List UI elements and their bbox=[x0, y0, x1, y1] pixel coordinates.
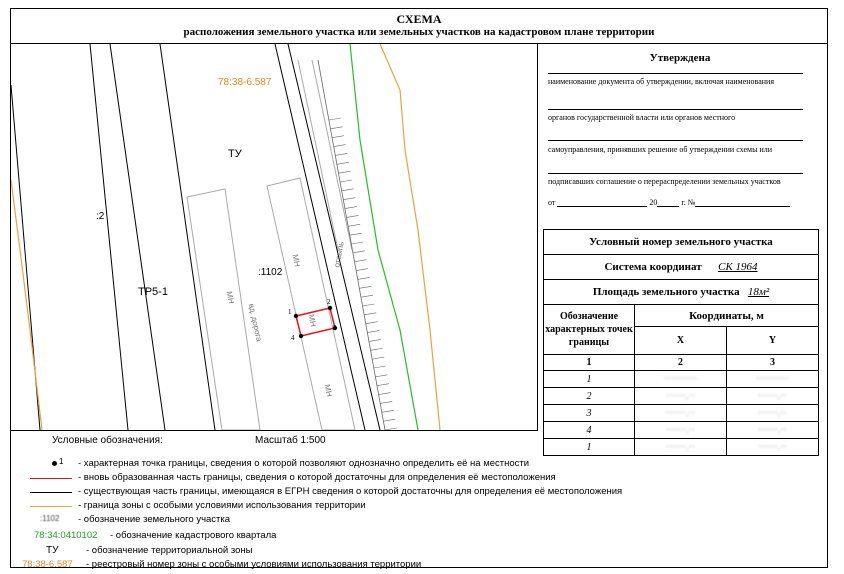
hatch-tick bbox=[359, 286, 371, 288]
hatch-tick bbox=[351, 242, 363, 244]
point-symbol-number: 1 bbox=[59, 457, 64, 466]
area-value: 18м² bbox=[747, 286, 770, 298]
col-points-header: Обозначение характерных точек границы bbox=[544, 305, 635, 355]
orange-line-icon bbox=[30, 506, 72, 507]
mn-label: МН bbox=[322, 383, 334, 398]
point-cell: 1 bbox=[544, 439, 635, 456]
table-row bbox=[544, 371, 819, 388]
x-cell: ······.·· bbox=[635, 439, 727, 456]
embankment-line bbox=[318, 60, 385, 430]
document-title: СХЕМА bbox=[396, 12, 442, 26]
boundary-line bbox=[288, 44, 380, 430]
boundary-point bbox=[294, 314, 298, 318]
approval-text: подписавших соглашение о перераспределении земельных участков bbox=[548, 177, 781, 186]
parcel-2-label: :2 bbox=[96, 211, 105, 222]
hatch-tick bbox=[356, 269, 368, 271]
mn-label: МН bbox=[224, 290, 236, 305]
hatch-tick bbox=[374, 366, 386, 368]
col-num: 2 bbox=[635, 355, 727, 371]
mn-label: МН bbox=[290, 253, 302, 268]
tzone-symbol: ТУ bbox=[46, 545, 59, 556]
hatch-tick bbox=[334, 145, 346, 147]
legend-item-quarter: - обозначение кадастрового квартала bbox=[110, 530, 277, 541]
cadastral-map bbox=[11, 44, 537, 430]
parcel-symbol: :1102 bbox=[40, 514, 60, 523]
boundary-line bbox=[90, 44, 128, 430]
hatch-tick bbox=[332, 136, 344, 138]
hatch-tick bbox=[342, 189, 354, 191]
date-no: № bbox=[687, 198, 696, 207]
point-label: 4 bbox=[291, 334, 295, 342]
point-label: 1 bbox=[288, 308, 292, 316]
approved-heading: Утверждена bbox=[649, 52, 711, 64]
underline bbox=[548, 109, 803, 110]
y-cell: ······.·· bbox=[726, 388, 818, 405]
hatch-tick bbox=[379, 393, 391, 395]
x-cell: ······.·· bbox=[635, 405, 727, 422]
hatch-tick bbox=[366, 322, 378, 324]
hatch-tick bbox=[383, 419, 395, 421]
hatch-tick bbox=[345, 207, 357, 209]
underline bbox=[548, 140, 803, 141]
hatch-tick bbox=[377, 384, 389, 386]
hatch-tick bbox=[369, 339, 381, 341]
boundary-point bbox=[328, 306, 332, 310]
hatch-tick bbox=[330, 127, 342, 129]
hatch-tick bbox=[367, 331, 379, 333]
cond-number-header: Условный номер земельного участка bbox=[544, 230, 819, 255]
hatch-tick bbox=[329, 118, 341, 120]
zone-tr-label: ТР5-1 bbox=[138, 286, 168, 298]
hatch-tick bbox=[375, 375, 387, 377]
hatch-tick bbox=[355, 260, 367, 262]
boundary-line bbox=[275, 44, 365, 430]
table-row bbox=[544, 422, 819, 439]
x-cell: ······.·· bbox=[635, 388, 727, 405]
hatch-tick bbox=[338, 171, 350, 173]
coordinates-table bbox=[543, 229, 819, 456]
hatch-tick bbox=[335, 153, 347, 155]
zone-line bbox=[11, 180, 42, 430]
embankment-hatch bbox=[329, 118, 397, 430]
legend-item-new: - вновь образованная часть границы, сведения о которой достаточны для определения её местоположения bbox=[78, 472, 556, 483]
reg-symbol: 78:38-6.587 bbox=[22, 559, 73, 570]
y-cell: ······.·· bbox=[726, 405, 818, 422]
hatch-tick bbox=[382, 410, 394, 412]
mn-label: МН bbox=[306, 313, 318, 328]
date-from: от bbox=[548, 198, 556, 207]
col-x-header: X bbox=[635, 327, 727, 355]
hatch-tick bbox=[371, 348, 383, 350]
red-line-icon bbox=[30, 478, 72, 479]
hatch-tick bbox=[364, 313, 376, 315]
coord-system-label: Система координат bbox=[604, 261, 702, 273]
legend-item-existing: - существующая часть границы, имеющаяся в ЕГРН сведения о которой достаточны для определения её местоположения bbox=[78, 486, 623, 497]
point-cell: 4 bbox=[544, 422, 635, 439]
hatch-tick bbox=[350, 233, 362, 235]
zone-line bbox=[380, 44, 440, 430]
hatch-tick bbox=[348, 224, 360, 226]
legend-item-tzone: - обозначение территориальной зоны bbox=[86, 545, 253, 556]
document-subtitle: расположения земельного участка или земельных участков на кадастровом плане территории bbox=[183, 26, 655, 38]
x-cell: ······.·· bbox=[635, 422, 727, 439]
col-num: 3 bbox=[726, 355, 818, 371]
col-y-header: Y bbox=[726, 327, 818, 355]
boundary-line bbox=[160, 44, 215, 430]
point-cell: 3 bbox=[544, 405, 635, 422]
point-symbol-icon bbox=[52, 461, 57, 466]
x-cell: ·········· bbox=[635, 371, 727, 388]
zone-type-label: ТУ bbox=[228, 148, 242, 160]
boundary-point bbox=[299, 334, 303, 338]
underline bbox=[548, 73, 803, 74]
approval-date-row bbox=[548, 198, 818, 207]
hatch-tick bbox=[363, 304, 375, 306]
legend-item-reg: - реестровый номер зоны с особыми условиями использования территории bbox=[86, 559, 422, 570]
legend-title: Условные обозначения: bbox=[52, 435, 163, 446]
green-boundary bbox=[350, 44, 418, 430]
map-bottom-border bbox=[10, 430, 538, 431]
approval-text: наименование документа об утверждении, включая наименования bbox=[548, 77, 775, 86]
hatch-tick bbox=[337, 162, 349, 164]
hatch-tick bbox=[347, 215, 359, 217]
hatch-tick bbox=[380, 401, 392, 403]
road-label: вд. дорога bbox=[246, 302, 264, 343]
col-coords-header: Координаты, м bbox=[635, 305, 819, 327]
hatch-tick bbox=[353, 251, 365, 253]
legend-item-point: - характерная точка границы, сведения о которой позволяют однозначно определить её на местности bbox=[78, 458, 530, 469]
scale-label: Масштаб 1:500 bbox=[255, 435, 326, 446]
vertical-divider bbox=[537, 43, 538, 430]
approval-text: самоуправления, принявших решение об утверждении схемы или bbox=[548, 145, 772, 154]
point-label: 3 bbox=[333, 324, 337, 332]
approval-text: органов государственной власти или органов местного bbox=[548, 113, 736, 122]
date-year: 20 bbox=[649, 198, 658, 207]
point-label: 2 bbox=[327, 298, 331, 306]
boundary-line bbox=[110, 44, 165, 430]
hatch-tick bbox=[361, 295, 373, 297]
parcel-1102-label: :1102 bbox=[258, 267, 283, 278]
table-row bbox=[544, 439, 819, 456]
quarter-symbol: 78:34:0410102 bbox=[34, 530, 98, 541]
point-cell: 2 bbox=[544, 388, 635, 405]
hatch-tick bbox=[343, 198, 355, 200]
col-num: 1 bbox=[544, 355, 635, 371]
embankment-label: отсыпь bbox=[332, 240, 346, 269]
pipeline-strip bbox=[267, 178, 355, 430]
zone-number-label: 78:38-6.587 bbox=[218, 77, 272, 88]
y-cell: ······.·· bbox=[726, 439, 818, 456]
table-row bbox=[544, 405, 819, 422]
hatch-tick bbox=[358, 277, 370, 279]
y-cell: ·········· bbox=[726, 371, 818, 388]
black-line-icon bbox=[30, 492, 72, 493]
legend-item-zone: - граница зоны с особыми условиями использования территории bbox=[78, 500, 366, 511]
area-label: Площадь земельного участка bbox=[592, 286, 740, 298]
coord-system-value: СК 1964 bbox=[718, 261, 758, 273]
underline bbox=[548, 173, 803, 174]
hatch-tick bbox=[372, 357, 384, 359]
y-cell: ······.·· bbox=[726, 422, 818, 439]
legend-item-parcel: - обозначение земельного участка bbox=[78, 514, 231, 525]
point-cell: 1 bbox=[544, 371, 635, 388]
table-row bbox=[544, 388, 819, 405]
hatch-tick bbox=[340, 180, 352, 182]
date-g: г. bbox=[681, 198, 686, 207]
